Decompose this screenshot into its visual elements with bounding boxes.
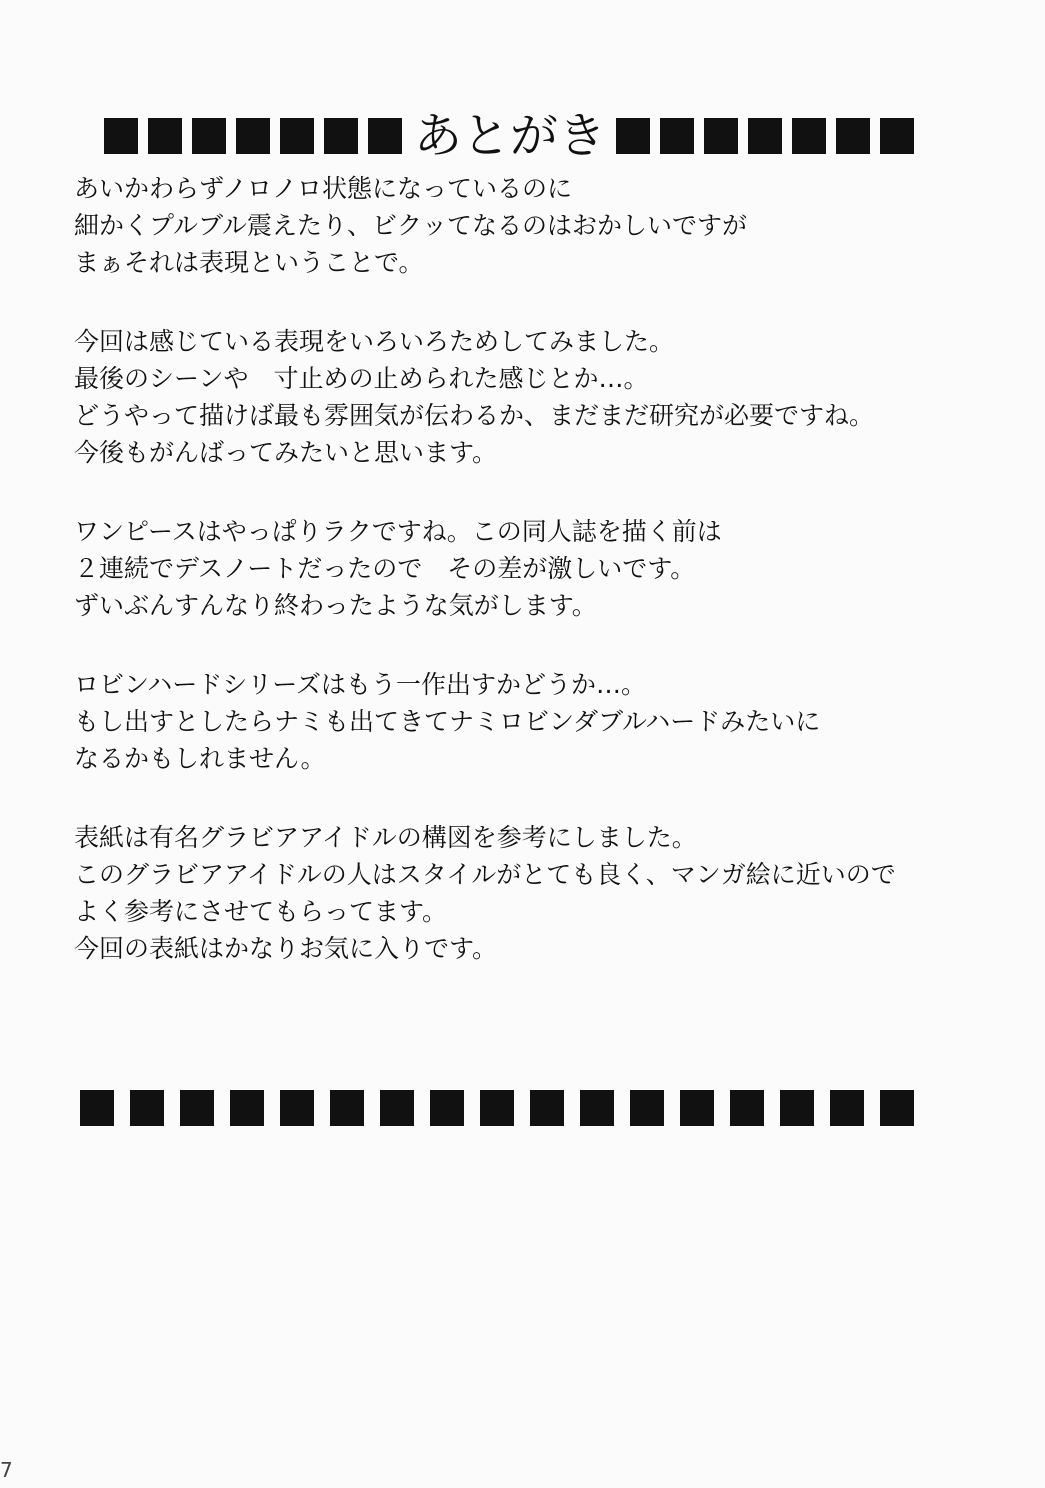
afterword-body	[74, 170, 974, 967]
heading-left-square	[148, 118, 182, 154]
paragraph-gap	[74, 471, 974, 513]
footer-square	[630, 1090, 664, 1126]
heading-left-square	[368, 118, 402, 154]
paragraph	[74, 819, 974, 967]
heading-right-square	[792, 118, 826, 154]
footer-square	[530, 1090, 564, 1126]
footer-square	[80, 1090, 114, 1126]
afterword-heading	[104, 104, 894, 168]
text-line: なるかもしれません。	[74, 744, 326, 773]
footer-square	[480, 1090, 514, 1126]
footer-square	[730, 1090, 764, 1126]
text-line: このグラビアアイドルの人はスタイルがとても良く、マンガ絵に近いので	[74, 860, 896, 889]
heading-left-square	[104, 118, 138, 154]
heading-right-square	[704, 118, 738, 154]
heading-right-square-bar	[616, 118, 924, 154]
heading-left-square	[192, 118, 226, 154]
paragraph	[74, 666, 974, 777]
footer-square	[830, 1090, 864, 1126]
text-line: どうやって描けば最も雰囲気が伝わるか、まだまだ研究が必要ですね。	[74, 401, 875, 430]
paragraph-gap	[74, 777, 974, 819]
heading-right-square	[616, 118, 650, 154]
text-line: 表紙は有名グラビアアイドルの構図を参考にしました。	[74, 823, 697, 852]
text-line: ワンピースはやっぱりラクですね。この同人誌を描く前は	[74, 517, 722, 546]
text-line: ２連続でデスノートだったので その差が激しいです。	[74, 554, 696, 583]
heading-right-square	[660, 118, 694, 154]
footer-square	[430, 1090, 464, 1126]
text-line: まぁそれは表現ということで。	[74, 248, 424, 277]
paragraph	[74, 170, 974, 281]
heading-right-square	[748, 118, 782, 154]
text-line: ロビンハードシリーズはもう一作出すかどうか…。	[74, 670, 647, 699]
heading-right-square	[880, 118, 914, 154]
text-line: ずいぶんすんなり終わったような気がします。	[74, 591, 597, 620]
footer-square	[380, 1090, 414, 1126]
text-line: もし出すとしたらナミも出てきてナミロビンダブルハードみたいに	[74, 707, 821, 736]
footer-square	[180, 1090, 214, 1126]
text-line: 細かくプルブル震えたり、ビクッてなるのはおかしいですが	[74, 211, 748, 240]
footer-square	[780, 1090, 814, 1126]
heading-right-square	[836, 118, 870, 154]
paragraph	[74, 513, 974, 624]
afterword-title: あとがき	[414, 108, 607, 164]
text-line: 今回は感じている表現をいろいろためしてみました。	[74, 327, 675, 356]
text-line: あいかわらずノロノロ状態になっているのに	[74, 174, 573, 203]
footer-square	[580, 1090, 614, 1126]
text-line: 今後もがんばってみたいと思います。	[74, 438, 498, 467]
footer-square	[680, 1090, 714, 1126]
paragraph-gap	[74, 624, 974, 666]
text-line: よく参考にさせてもらってます。	[74, 897, 448, 926]
footer-square	[230, 1090, 264, 1126]
footer-square-bar	[80, 1088, 940, 1128]
paragraph	[74, 323, 974, 471]
footer-square	[330, 1090, 364, 1126]
text-line: 今回の表紙はかなりお気に入りです。	[74, 934, 498, 963]
heading-left-square	[236, 118, 270, 154]
heading-left-square	[324, 118, 358, 154]
text-line: 最後のシーンや 寸止めの止められた感じとか…。	[74, 364, 649, 393]
heading-left-square-bar	[104, 118, 412, 154]
footer-square	[280, 1090, 314, 1126]
page-number: 7	[0, 1458, 13, 1482]
footer-square	[130, 1090, 164, 1126]
footer-square	[880, 1090, 914, 1126]
heading-left-square	[280, 118, 314, 154]
paragraph-gap	[74, 281, 974, 323]
